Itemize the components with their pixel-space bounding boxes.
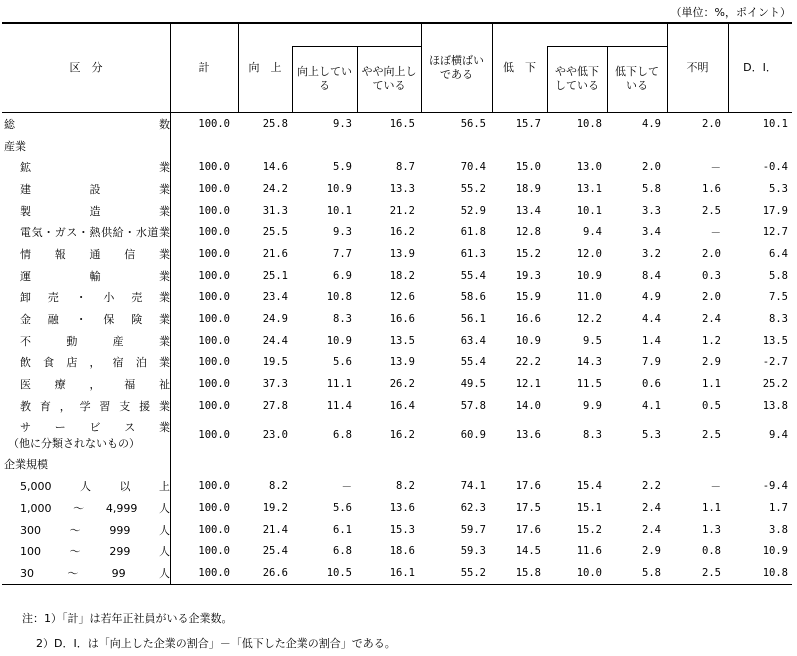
cell-value: 1.2 [702,334,721,347]
cell-value: 100.0 [198,313,230,326]
table-row [2,200,792,222]
cell-value: 100.0 [198,247,230,260]
cell-value: 3.8 [769,523,788,536]
cell-value: 10.8 [762,566,788,579]
cell-value: 100.0 [198,226,230,239]
cell-value: 63.4 [460,334,486,347]
cell-value: 2.4 [702,313,721,326]
note-1: 注：1）「計」は若年正社員がいる企業数。 [22,612,233,625]
unit-note: （単位：%，ポイント） [670,6,791,19]
cell-value: 3.3 [642,204,661,217]
row-label: サービス業 （他に分類されないもの） [8,421,170,451]
cell-value: 15.2 [576,523,602,536]
cell-value: 56.5 [460,117,486,130]
cell-value: 15.1 [576,501,602,514]
table-row [2,221,792,243]
cell-value: 100.0 [198,545,230,558]
cell-value: 5.3 [642,429,661,442]
cell-value: 4.4 [642,313,661,326]
row-label: 製造業 [20,204,170,218]
cell-value: 10.9 [576,269,602,282]
cell-value: 26.2 [389,378,415,391]
cell-value: 52.9 [460,204,486,217]
cell-value: 13.9 [389,247,415,260]
cell-value: 25.8 [262,117,288,130]
header-kubun: 区 分 [69,61,103,74]
cell-value: 5.6 [333,501,352,514]
table-row [2,497,792,519]
cell-value: 55.2 [460,566,486,579]
cell-value: 74.1 [460,480,486,493]
cell-value: 2.4 [642,501,661,514]
cell-value: 14.0 [515,399,541,412]
row-label: 運輸業 [20,269,170,283]
cell-value: 10.0 [576,566,602,579]
cell-value: 0.8 [702,545,721,558]
cell-value: 26.6 [262,566,288,579]
row-label: 30 ～ 99 人 [20,566,170,580]
header-kojo: 向 上 [248,61,282,74]
cell-value: 2.5 [702,566,721,579]
cell-value: 10.9 [515,334,541,347]
header-teika-shiteiru: 低下している [615,65,659,92]
cell-value: 6.9 [333,269,352,282]
cell-value: 13.6 [389,501,415,514]
cell-value: 10.1 [576,204,602,217]
cell-value: 2.0 [642,161,661,174]
cell-value: 25.4 [262,545,288,558]
table-row [2,562,792,584]
cell-value: 1.4 [642,334,661,347]
row-label: 電気・ガス・熱供給・水道業 [20,226,170,240]
cell-value: 19.2 [262,501,288,514]
note-2: 2）D．I．は「向上した企業の割合」－「低下した企業の割合」である。 [36,637,396,650]
cell-value: 8.4 [642,269,661,282]
cell-value: 19.5 [262,356,288,369]
notes [22,606,396,656]
cell-value: 59.7 [460,523,486,536]
cell-value: 31.3 [262,204,288,217]
cell-value: 12.8 [515,226,541,239]
header-yaya-kojo: やや向上している [361,65,417,92]
cell-value: 21.2 [389,204,415,217]
cell-value: 3.4 [642,226,661,239]
table-row [2,395,792,417]
cell-value: 10.9 [326,334,352,347]
cell-value: 2.0 [702,117,721,130]
cell-value: 11.4 [326,399,352,412]
cell-value: 8.3 [333,313,352,326]
cell-value: 13.4 [515,204,541,217]
cell-value: 62.3 [460,501,486,514]
table-row [2,352,792,374]
cell-value: 16.2 [389,226,415,239]
cell-value: 0.5 [702,399,721,412]
cell-value: 1.1 [702,501,721,514]
cell-value: 8.3 [769,313,788,326]
cell-value: 100.0 [198,182,230,195]
cell-value: 57.8 [460,399,486,412]
cell-value: 5.8 [769,269,788,282]
table-row [2,540,792,562]
cell-value: － [710,480,721,493]
cell-value: 100.0 [198,480,230,493]
cell-value: 8.7 [396,161,415,174]
row-label: 金融・保険業 [20,313,170,327]
cell-value: 21.6 [262,247,288,260]
header-di: D．I． [743,61,777,74]
cell-value: 100.0 [198,378,230,391]
row-label: 1,000 ～ 4,999 人 [20,501,170,515]
cell-value: 12.1 [515,378,541,391]
cell-value: 9.4 [769,429,788,442]
cell-value: 10.1 [762,117,788,130]
cell-value: 100.0 [198,269,230,282]
row-label: 情報通信業 [20,247,170,261]
cell-value: 8.3 [583,429,602,442]
cell-value: 22.2 [515,356,541,369]
cell-value: 2.9 [642,545,661,558]
table-row [2,113,792,135]
cell-value: 5.9 [333,161,352,174]
cell-value: 13.0 [576,161,602,174]
cell-value: 13.8 [762,399,788,412]
cell-value: 10.8 [576,117,602,130]
cell-value: 12.0 [576,247,602,260]
cell-value: 25.5 [262,226,288,239]
cell-value: 5.8 [642,182,661,195]
cell-value: 10.5 [326,566,352,579]
cell-value: 100.0 [198,523,230,536]
table-row [2,308,792,330]
cell-value: 16.6 [389,313,415,326]
cell-value: 3.2 [642,247,661,260]
data-table [2,22,792,585]
row-label: 5,000 人 以 上 [20,480,170,494]
table-row [2,243,792,265]
cell-value: 55.4 [460,356,486,369]
cell-value: 17.6 [515,523,541,536]
cell-value: 59.3 [460,545,486,558]
cell-value: 11.1 [326,378,352,391]
table-row [2,330,792,352]
cell-value: 100.0 [198,204,230,217]
cell-value: 0.3 [702,269,721,282]
row-label: 教育，学習支援業 [20,399,170,413]
cell-value: 5.3 [769,182,788,195]
cell-value: 4.9 [642,291,661,304]
row-label: 建設業 [20,182,170,196]
cell-value: 6.8 [333,545,352,558]
cell-value: 100.0 [198,429,230,442]
cell-value: 12.2 [576,313,602,326]
cell-value: 100.0 [198,566,230,579]
cell-value: 14.3 [576,356,602,369]
row-label: 企業規模 [4,458,48,472]
cell-value: 55.2 [460,182,486,195]
cell-value: 100.0 [198,356,230,369]
row-label: 産業 [4,139,26,153]
section-row [2,454,792,476]
cell-value: 17.6 [515,480,541,493]
cell-value: 6.8 [333,429,352,442]
cell-value: 10.9 [762,545,788,558]
cell-value: 10.9 [326,182,352,195]
cell-value: 9.4 [583,226,602,239]
cell-value: 16.2 [389,429,415,442]
cell-value: 8.2 [396,480,415,493]
cell-value: 16.6 [515,313,541,326]
cell-value: 55.4 [460,269,486,282]
cell-value: 23.4 [262,291,288,304]
cell-value: 13.9 [389,356,415,369]
cell-value: 49.5 [460,378,486,391]
cell-value: 1.3 [702,523,721,536]
cell-value: 5.8 [642,566,661,579]
cell-value: 21.4 [262,523,288,536]
cell-value: 2.0 [702,247,721,260]
cell-value: 61.3 [460,247,486,260]
cell-value: 6.4 [769,247,788,260]
cell-value: 100.0 [198,334,230,347]
cell-value: 100.0 [198,117,230,130]
cell-value: 13.5 [389,334,415,347]
cell-value: 15.0 [515,161,541,174]
cell-value: 60.9 [460,429,486,442]
cell-value: 17.5 [515,501,541,514]
cell-value: 100.0 [198,161,230,174]
cell-value: 8.2 [269,480,288,493]
cell-value: 2.0 [702,291,721,304]
cell-value: 12.6 [389,291,415,304]
cell-value: 9.3 [333,117,352,130]
row-label: 300 ～ 999 人 [20,523,170,537]
cell-value: 2.9 [702,356,721,369]
cell-value: 27.8 [262,399,288,412]
row-label: 卸売・小売業 [20,291,170,305]
cell-value: 13.3 [389,182,415,195]
cell-value: 13.1 [576,182,602,195]
cell-value: -2.7 [762,356,788,369]
table-row [2,287,792,309]
cell-value: 17.9 [762,204,788,217]
cell-value: 23.0 [262,429,288,442]
row-label: 鉱業 [20,161,170,175]
header-teika: 低 下 [503,61,536,74]
cell-value: 6.1 [333,523,352,536]
cell-value: － [710,161,721,174]
cell-value: 24.4 [262,334,288,347]
cell-value: 9.3 [333,226,352,239]
cell-value: 4.9 [642,117,661,130]
cell-value: 56.1 [460,313,486,326]
row-label: 100 ～ 299 人 [20,545,170,559]
cell-value: 70.4 [460,161,486,174]
cell-value: 9.5 [583,334,602,347]
cell-value: 14.5 [515,545,541,558]
cell-value: 10.8 [326,291,352,304]
cell-value: 1.7 [769,501,788,514]
table-header [2,22,792,113]
table-body [2,113,792,585]
cell-value: 10.1 [326,204,352,217]
header-kei: 計 [198,61,210,74]
cell-value: 15.2 [515,247,541,260]
table-row [2,265,792,287]
cell-value: 4.1 [642,399,661,412]
cell-value: 15.7 [515,117,541,130]
table-row [2,156,792,178]
cell-value: 7.5 [769,291,788,304]
cell-value: 18.6 [389,545,415,558]
cell-value: 18.9 [515,182,541,195]
cell-value: 16.5 [389,117,415,130]
table-row [2,178,792,200]
cell-value: -0.4 [762,161,788,174]
cell-value: 2.2 [642,480,661,493]
cell-value: 13.5 [762,334,788,347]
cell-value: 37.3 [262,378,288,391]
cell-value: 24.2 [262,182,288,195]
cell-value: 2.5 [702,429,721,442]
cell-value: 2.5 [702,204,721,217]
table-row [2,373,792,395]
cell-value: 13.6 [515,429,541,442]
cell-value: 18.2 [389,269,415,282]
row-label: 医療，福祉 [20,378,170,392]
cell-value: 1.6 [702,182,721,195]
header-hobo-yokobai: ほぼ横ばいである [429,54,484,81]
cell-value: 25.1 [262,269,288,282]
table-row [2,475,792,497]
cell-value: 11.6 [576,545,602,558]
cell-value: 1.1 [702,378,721,391]
cell-value: 15.9 [515,291,541,304]
cell-value: 14.6 [262,161,288,174]
cell-value: 19.3 [515,269,541,282]
header-kojo-shiteiru: 向上している [297,65,352,92]
cell-value: -9.4 [762,480,788,493]
cell-value: － [710,226,721,239]
cell-value: 100.0 [198,399,230,412]
row-label: 総数 [4,117,170,131]
cell-value: 11.5 [576,378,602,391]
table-row [2,519,792,541]
header-yaya-teika: やや低下している [555,65,599,92]
row-label: 不動産業 [20,334,170,348]
cell-value: 100.0 [198,291,230,304]
cell-value: 7.9 [642,356,661,369]
row-label: 飲食店，宿泊業 [20,356,170,370]
cell-value: 11.0 [576,291,602,304]
cell-value: 9.9 [583,399,602,412]
header-fumei: 不明 [686,61,709,74]
cell-value: 24.9 [262,313,288,326]
cell-value: 16.1 [389,566,415,579]
cell-value: 7.7 [333,247,352,260]
cell-value: 58.6 [460,291,486,304]
cell-value: 0.6 [642,378,661,391]
cell-value: 12.7 [762,226,788,239]
cell-value: 100.0 [198,501,230,514]
cell-value: 15.3 [389,523,415,536]
cell-value: 15.4 [576,480,602,493]
cell-value: 5.6 [333,356,352,369]
cell-value: 25.2 [762,378,788,391]
section-row [2,135,792,157]
cell-value: 16.4 [389,399,415,412]
cell-value: 61.8 [460,226,486,239]
cell-value: 15.8 [515,566,541,579]
cell-value: － [341,480,352,493]
cell-value: 2.4 [642,523,661,536]
table-row [2,417,792,454]
